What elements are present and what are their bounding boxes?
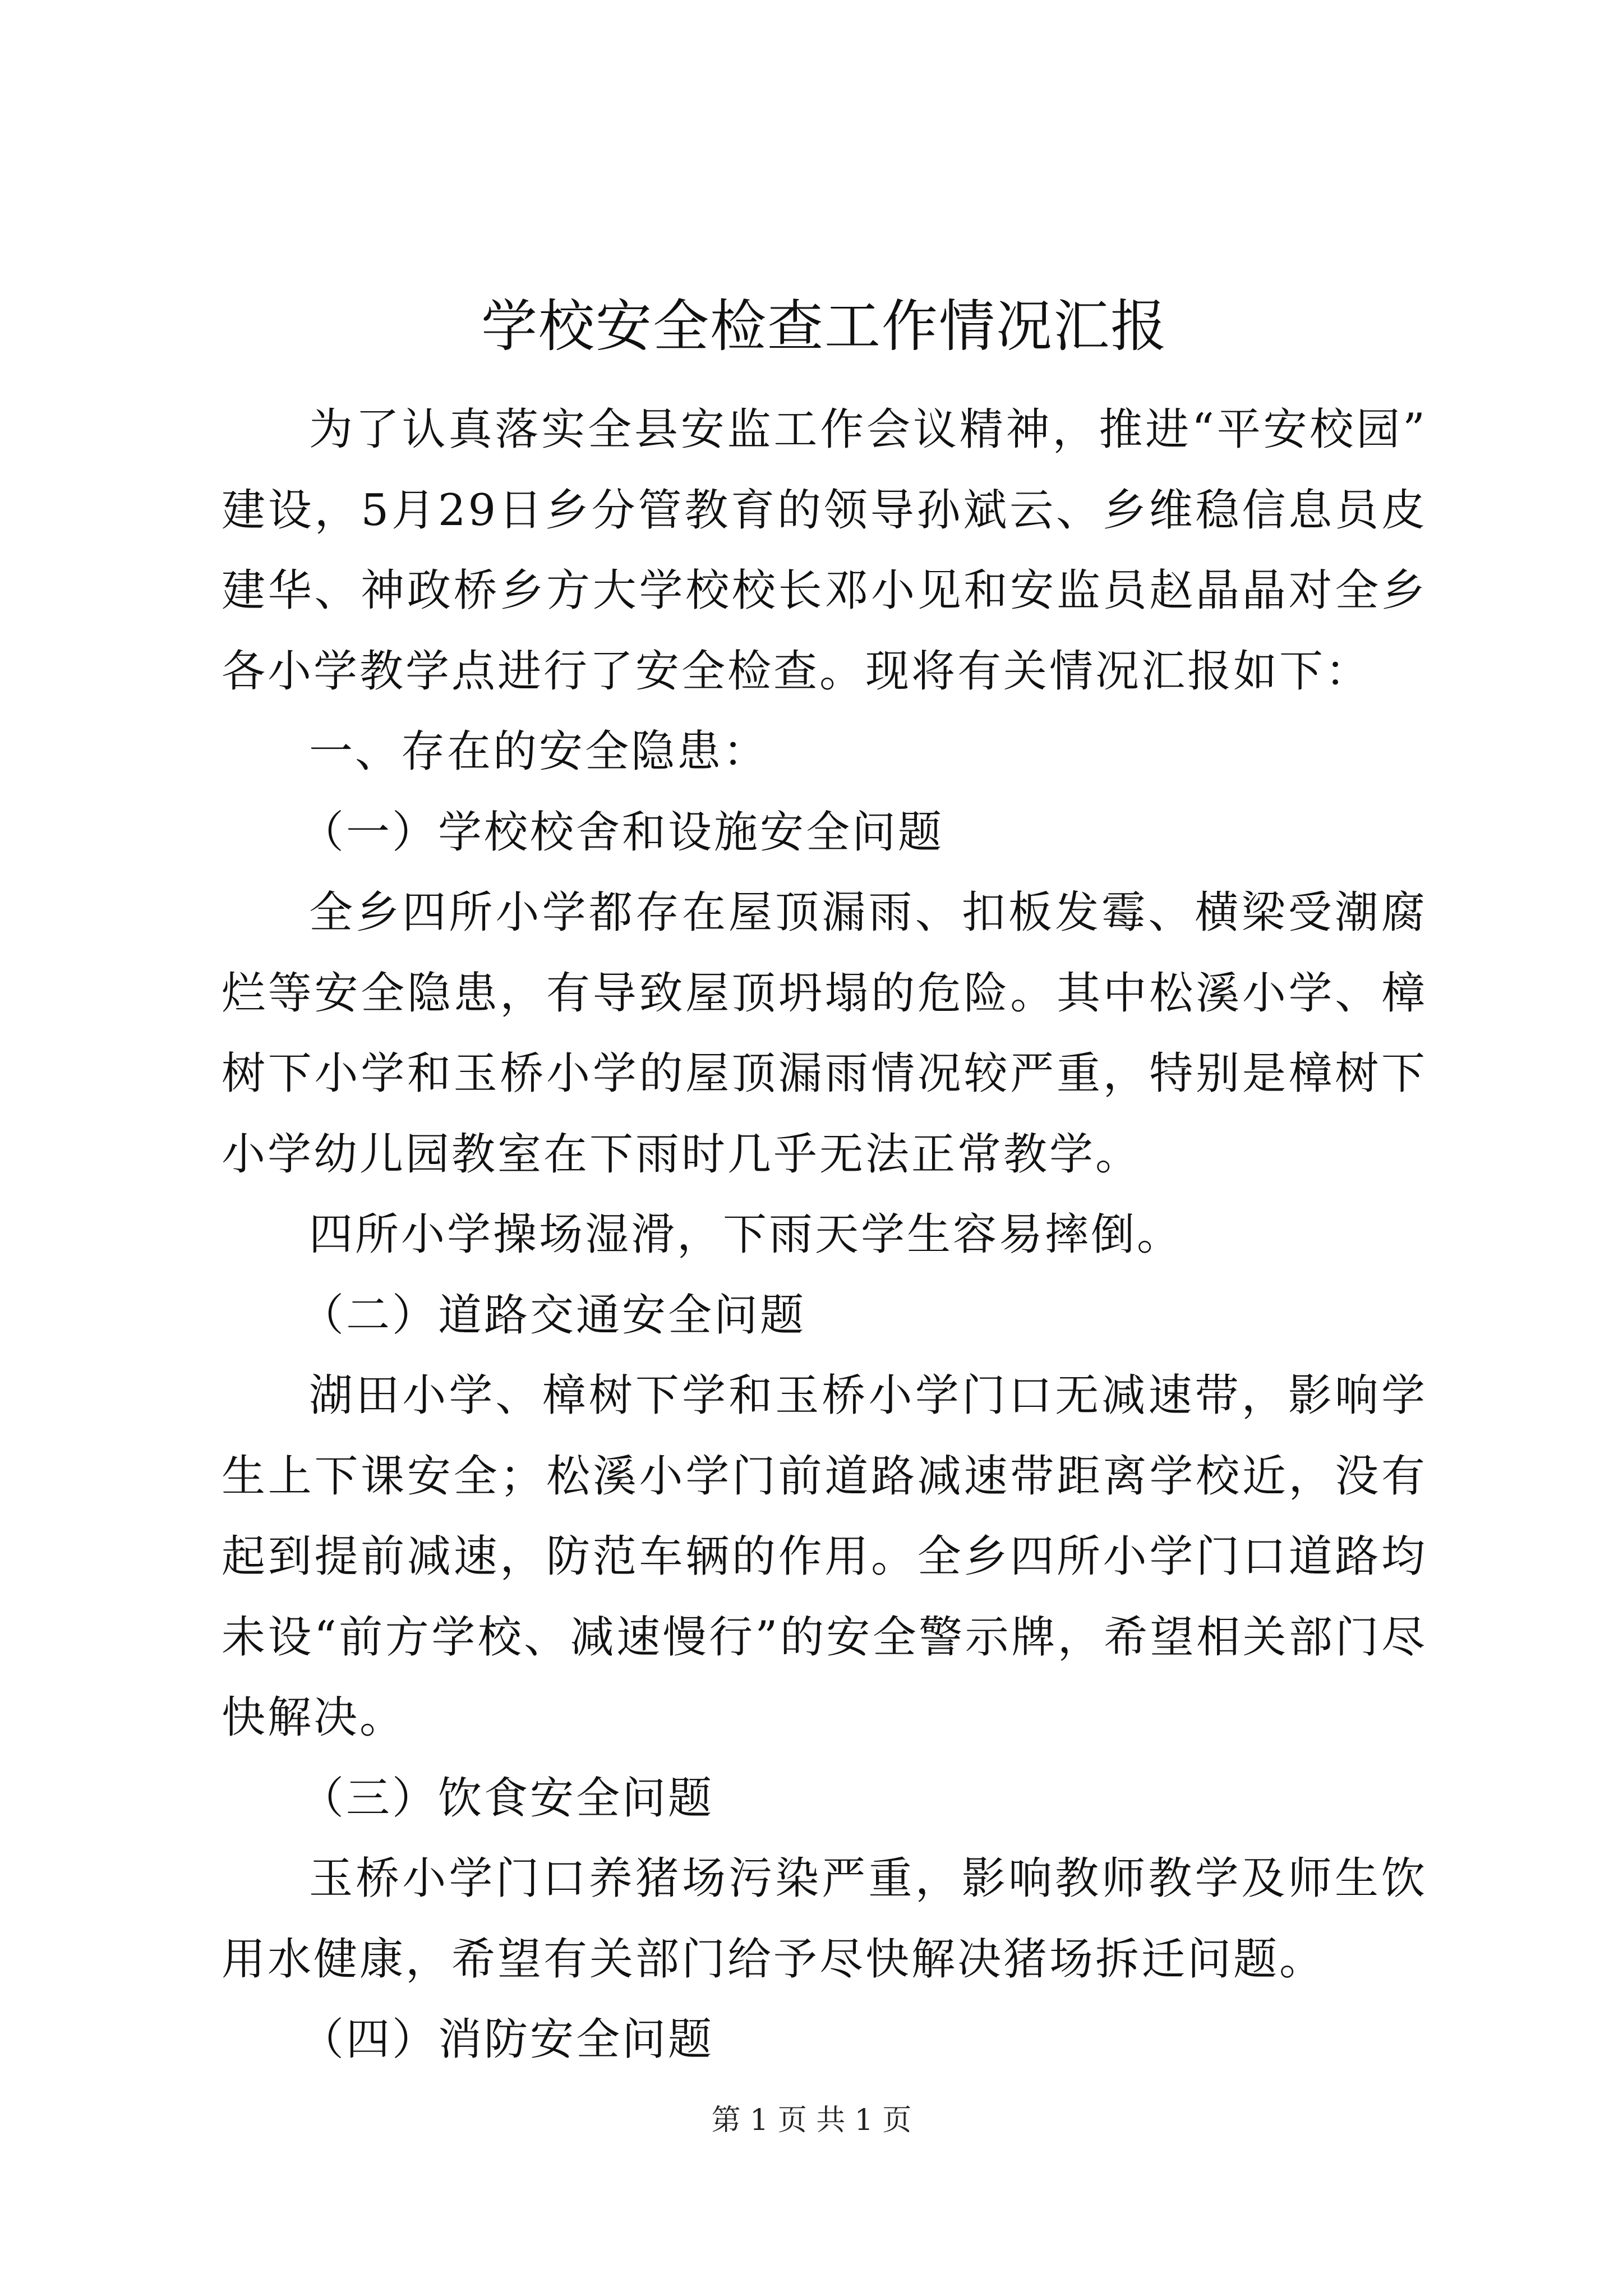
paragraph-buildings: 全乡四所小学都存在屋顶漏雨、扣板发霉、横梁受潮腐烂等安全隐患，有导致屋顶坍塌的危险。其中松溪小学、樟树下小学和玉桥小学的屋顶漏雨情况较严重，特别是樟树下小学幼儿园教室在下雨时几乎无法正常教学。 <box>222 887 1427 1180</box>
document-body <box>222 390 1427 2081</box>
page-footer: 第 1 页 共 1 页 <box>711 2104 912 2137</box>
paragraph-playground: 四所小学操场湿滑，下雨天学生容易摔倒。 <box>309 1209 1183 1260</box>
heading-food: （三）饮食安全问题 <box>300 1773 714 1824</box>
document-title: 学校安全检查工作情况汇报 <box>481 293 1168 359</box>
heading-hazards: 一、存在的安全隐患： <box>309 726 769 777</box>
heading-traffic: （二）道路交通安全问题 <box>300 1290 806 1341</box>
paragraph-food: 玉桥小学门口养猪场污染严重，影响教师教学及师生饮用水健康，希望有关部门给予尽快解决猪场拆迁问题。 <box>222 1853 1427 1985</box>
paragraph-traffic: 湖田小学、樟树下学和玉桥小学门口无减速带，影响学生上下课安全；松溪小学门前道路减速带距离学校近，没有起到提前减速，防范车辆的作用。全乡四所小学门口道路均未设“前方学校、减速慢行”的安全警示牌，希望相关部门尽快解决。 <box>222 1370 1427 1743</box>
heading-buildings: （一）学校校舍和设施安全问题 <box>300 807 944 858</box>
paragraph-intro: 为了认真落实全县安监工作会议精神，推进“平安校园”建设，5月29日乡分管教育的领导孙斌云、乡维稳信息员皮建华、神政桥乡方大学校校长邓小见和安监员赵晶晶对全乡各小学教学点进行了安全检查。现将有关情况汇报如下： <box>222 404 1427 697</box>
heading-fire: （四）消防安全问题 <box>300 2014 714 2065</box>
